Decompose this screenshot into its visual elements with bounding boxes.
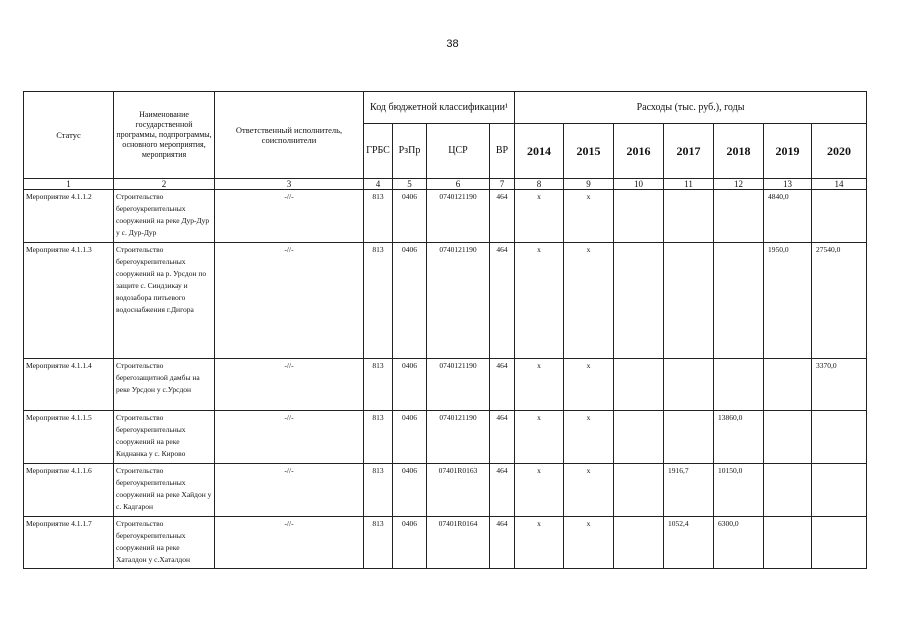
value-2018: 13860,0 bbox=[714, 411, 764, 464]
value-2018: 10150,0 bbox=[714, 464, 764, 517]
column-number: 9 bbox=[564, 179, 614, 190]
value-2020 bbox=[812, 464, 867, 517]
grbs-cell: 813 bbox=[364, 464, 393, 517]
column-number: 4 bbox=[364, 179, 393, 190]
value-2018 bbox=[714, 359, 764, 411]
vr-cell: 464 bbox=[490, 464, 515, 517]
grbs-cell: 813 bbox=[364, 243, 393, 359]
name-cell: Строительство берегоукрепительных сооружений на реке Хаталдон у с.Хаталдон bbox=[114, 517, 215, 569]
header-kbk-group: Код бюджетной классификации¹ bbox=[364, 92, 515, 124]
rzpr-cell: 0406 bbox=[393, 517, 427, 569]
status-cell: Мероприятие 4.1.1.5 bbox=[24, 411, 114, 464]
name-cell: Строительство берегоукрепительных сооружений на реке Киднанка у с. Кирово bbox=[114, 411, 215, 464]
table-row bbox=[24, 359, 867, 411]
csr-cell: 0740121190 bbox=[427, 359, 490, 411]
header-year-2019: 2019 bbox=[764, 124, 812, 179]
value-2014: x bbox=[515, 190, 564, 243]
column-number: 3 bbox=[215, 179, 364, 190]
csr-cell: 07401R0163 bbox=[427, 464, 490, 517]
name-cell: Строительство берегозащитной дамбы на реке Урсдон у с.Урсдон bbox=[114, 359, 215, 411]
page-number: 38 bbox=[446, 38, 459, 50]
value-2015: x bbox=[564, 411, 614, 464]
header-year-2014: 2014 bbox=[515, 124, 564, 179]
grbs-cell: 813 bbox=[364, 190, 393, 243]
value-2019 bbox=[764, 359, 812, 411]
value-2020 bbox=[812, 517, 867, 569]
header-year-2016: 2016 bbox=[614, 124, 664, 179]
column-number: 11 bbox=[664, 179, 714, 190]
column-number: 14 bbox=[812, 179, 867, 190]
status-cell: Мероприятие 4.1.1.4 bbox=[24, 359, 114, 411]
vr-cell: 464 bbox=[490, 517, 515, 569]
value-2014: x bbox=[515, 243, 564, 359]
column-number: 6 bbox=[427, 179, 490, 190]
header-csr: ЦСР bbox=[427, 124, 490, 179]
header-rzpr: РзПр bbox=[393, 124, 427, 179]
value-2018: 6300,0 bbox=[714, 517, 764, 569]
name-cell: Строительство берегоукрепительных сооружений на р. Урсдон по защите с. Синдзикау и водозабора питьевого водоснабжения г.Дигора bbox=[114, 243, 215, 359]
value-2015: x bbox=[564, 243, 614, 359]
grbs-cell: 813 bbox=[364, 411, 393, 464]
status-cell: Мероприятие 4.1.1.6 bbox=[24, 464, 114, 517]
value-2016 bbox=[614, 243, 664, 359]
value-2016 bbox=[614, 464, 664, 517]
header-year-2015: 2015 bbox=[564, 124, 614, 179]
value-2017 bbox=[664, 243, 714, 359]
status-cell: Мероприятие 4.1.1.7 bbox=[24, 517, 114, 569]
header-status: Статус bbox=[24, 92, 114, 179]
value-2020 bbox=[812, 190, 867, 243]
csr-cell: 07401R0164 bbox=[427, 517, 490, 569]
name-cell: Строительство берегоукрепительных сооружений на реке Хайдон у с. Кадгарон bbox=[114, 464, 215, 517]
header-expenses-group: Расходы (тыс. руб.), годы bbox=[515, 92, 867, 124]
rzpr-cell: 0406 bbox=[393, 243, 427, 359]
value-2015: x bbox=[564, 464, 614, 517]
executor-cell: -//- bbox=[215, 464, 364, 517]
value-2017 bbox=[664, 359, 714, 411]
column-number: 10 bbox=[614, 179, 664, 190]
value-2018 bbox=[714, 243, 764, 359]
executor-cell: -//- bbox=[215, 517, 364, 569]
table-row bbox=[24, 464, 867, 517]
name-cell: Строительство берегоукрепительных сооружений на реке Дур-Дур у с. Дур-Дур bbox=[114, 190, 215, 243]
value-2016 bbox=[614, 517, 664, 569]
value-2014: x bbox=[515, 517, 564, 569]
column-number: 1 bbox=[24, 179, 114, 190]
status-cell: Мероприятие 4.1.1.3 bbox=[24, 243, 114, 359]
column-number: 8 bbox=[515, 179, 564, 190]
value-2017 bbox=[664, 190, 714, 243]
rzpr-cell: 0406 bbox=[393, 190, 427, 243]
grbs-cell: 813 bbox=[364, 359, 393, 411]
value-2014: x bbox=[515, 411, 564, 464]
csr-cell: 0740121190 bbox=[427, 190, 490, 243]
value-2017 bbox=[664, 411, 714, 464]
header-year-2018: 2018 bbox=[714, 124, 764, 179]
column-number: 5 bbox=[393, 179, 427, 190]
value-2018 bbox=[714, 190, 764, 243]
header-row-top bbox=[24, 92, 867, 124]
value-2020: 27540,0 bbox=[812, 243, 867, 359]
status-cell: Мероприятие 4.1.1.2 bbox=[24, 190, 114, 243]
executor-cell: -//- bbox=[215, 411, 364, 464]
value-2015: x bbox=[564, 190, 614, 243]
value-2014: x bbox=[515, 359, 564, 411]
rzpr-cell: 0406 bbox=[393, 411, 427, 464]
value-2019: 1950,0 bbox=[764, 243, 812, 359]
value-2019 bbox=[764, 464, 812, 517]
value-2017: 1916,7 bbox=[664, 464, 714, 517]
executor-cell: -//- bbox=[215, 243, 364, 359]
value-2019: 4840,0 bbox=[764, 190, 812, 243]
value-2016 bbox=[614, 411, 664, 464]
executor-cell: -//- bbox=[215, 190, 364, 243]
column-number: 12 bbox=[714, 179, 764, 190]
budget-table bbox=[23, 91, 867, 569]
column-number-row bbox=[24, 179, 867, 190]
value-2020: 3370,0 bbox=[812, 359, 867, 411]
grbs-cell: 813 bbox=[364, 517, 393, 569]
vr-cell: 464 bbox=[490, 190, 515, 243]
table-row bbox=[24, 411, 867, 464]
value-2019 bbox=[764, 411, 812, 464]
rzpr-cell: 0406 bbox=[393, 464, 427, 517]
value-2016 bbox=[614, 190, 664, 243]
executor-cell: -//- bbox=[215, 359, 364, 411]
table-row bbox=[24, 517, 867, 569]
header-year-2017: 2017 bbox=[664, 124, 714, 179]
value-2015: x bbox=[564, 359, 614, 411]
header-executor: Ответственный исполнитель, соисполнители bbox=[215, 92, 364, 179]
csr-cell: 0740121190 bbox=[427, 243, 490, 359]
header-grbs: ГРБС bbox=[364, 124, 393, 179]
column-number: 2 bbox=[114, 179, 215, 190]
table-row bbox=[24, 190, 867, 243]
header-vr: ВР bbox=[490, 124, 515, 179]
header-name: Наименование государственной программы, подпрограммы, основного мероприятия, мероприятия bbox=[114, 92, 215, 179]
value-2017: 1052,4 bbox=[664, 517, 714, 569]
value-2014: x bbox=[515, 464, 564, 517]
table-row bbox=[24, 243, 867, 359]
rzpr-cell: 0406 bbox=[393, 359, 427, 411]
header-year-2020: 2020 bbox=[812, 124, 867, 179]
vr-cell: 464 bbox=[490, 243, 515, 359]
value-2016 bbox=[614, 359, 664, 411]
column-number: 13 bbox=[764, 179, 812, 190]
column-number: 7 bbox=[490, 179, 515, 190]
csr-cell: 0740121190 bbox=[427, 411, 490, 464]
value-2015: x bbox=[564, 517, 614, 569]
value-2019 bbox=[764, 517, 812, 569]
value-2020 bbox=[812, 411, 867, 464]
vr-cell: 464 bbox=[490, 411, 515, 464]
vr-cell: 464 bbox=[490, 359, 515, 411]
